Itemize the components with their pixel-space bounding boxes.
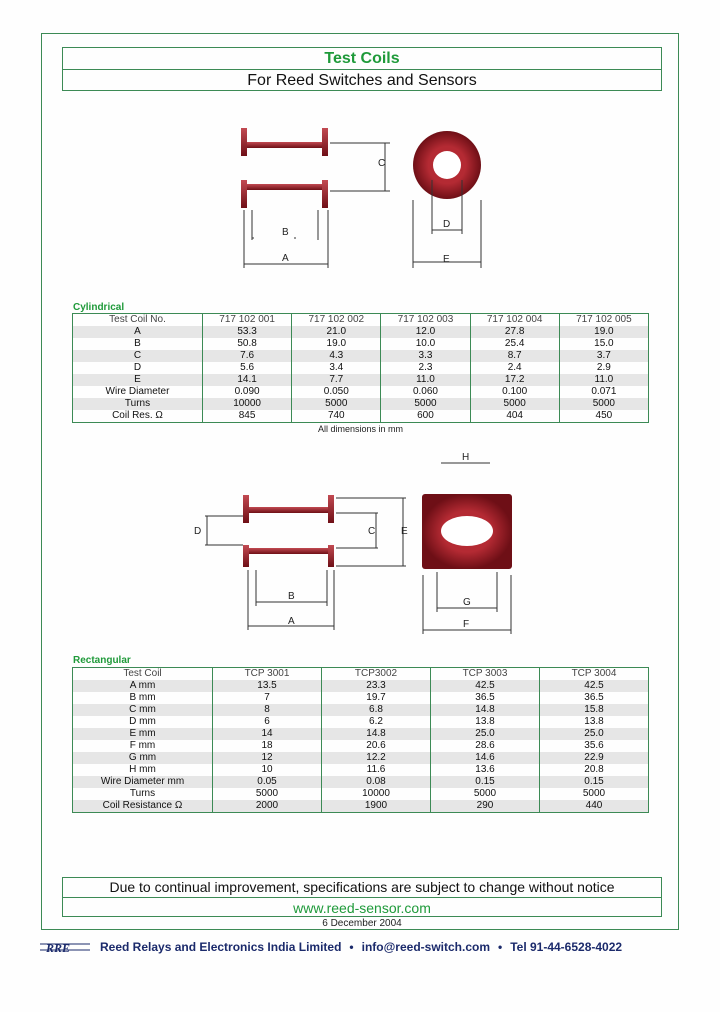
table-row (73, 788, 649, 800)
table-cell: 25.0 (431, 728, 540, 740)
table-cell: 12.2 (322, 752, 431, 764)
email-link[interactable]: info@reed-switch.com (361, 940, 490, 954)
table-cell: 14.6 (431, 752, 540, 764)
document-date: 6 December 2004 (322, 918, 402, 929)
dimensions-note: All dimensions in mm (317, 424, 404, 434)
table-cell: E (73, 374, 203, 386)
rect-dim-label-d: D (194, 526, 202, 537)
table-cell: 7.7 (292, 374, 381, 386)
table-cell: C (73, 350, 203, 362)
table-cell: 21.0 (292, 326, 381, 338)
table-cell: 17.2 (470, 374, 559, 386)
company-info-bar (40, 937, 680, 957)
table-cell: 13.8 (540, 716, 649, 728)
table-row (73, 728, 649, 740)
table-cell: 845 (203, 410, 292, 423)
table-cell: A (73, 326, 203, 338)
table-row (73, 692, 649, 704)
table-cell: 7 (213, 692, 322, 704)
logo-text: RRE (46, 941, 71, 954)
column-header: TCP 3003 (431, 668, 540, 681)
table-cell: H mm (129, 764, 156, 775)
page-subtitle: For Reed Switches and Sensors (247, 72, 477, 89)
table-cell: Coil Res. Ω (73, 410, 203, 423)
table-cell: 27.8 (470, 326, 559, 338)
rectangular-end-view (422, 463, 512, 634)
column-header: TCP 3001 (213, 668, 322, 681)
cylindrical-table (72, 313, 649, 423)
table-cell: 0.15 (540, 776, 649, 788)
table-cell: 290 (431, 800, 540, 813)
rect-dim-label-h: H (462, 452, 470, 463)
table-header-row (73, 668, 649, 681)
rectangular-label: Rectangular (73, 655, 131, 666)
cyl-dim-label-c: C (378, 158, 386, 169)
table-cell: 7.6 (203, 350, 292, 362)
table-cell: 25.4 (470, 338, 559, 350)
table-cell: 50.8 (203, 338, 292, 350)
table-cell: 740 (292, 410, 381, 423)
table-cell: 0.050 (292, 386, 381, 398)
table-cell: B mm (129, 692, 156, 703)
website-link[interactable]: www.reed-sensor.com (293, 900, 431, 916)
table-cell: E mm (73, 728, 213, 740)
column-header: 717 102 002 (292, 314, 381, 327)
cyl-dim-label-d: D (443, 219, 451, 230)
table-cell: 19.0 (292, 338, 381, 350)
table-row (73, 740, 649, 752)
table-cell: 8.7 (470, 350, 559, 362)
table-cell: 0.071 (559, 386, 648, 398)
rect-dim-label-g: G (463, 597, 471, 608)
table-row (73, 410, 649, 423)
separator: • (498, 940, 503, 954)
rectangular-table (72, 667, 649, 813)
table-cell: 14.8 (322, 728, 431, 740)
table-cell: 0.08 (322, 776, 431, 788)
table-cell: 0.090 (203, 386, 292, 398)
table-cell: 14 (213, 728, 322, 740)
page-title: Test Coils (63, 48, 661, 70)
table-cell: 36.5 (431, 692, 540, 704)
table-cell: 13.5 (213, 680, 322, 692)
table-cell: F mm (129, 740, 156, 751)
table-row (73, 764, 649, 776)
table-cell: 3.4 (292, 362, 381, 374)
table-cell: 11.0 (559, 374, 648, 386)
column-header: TCP 3004 (540, 668, 649, 681)
cyl-dim-label-a: A (282, 253, 289, 264)
table-row (73, 800, 649, 813)
table-cell: D (133, 362, 142, 373)
table-cell: 5.6 (203, 362, 292, 374)
table-cell: 14.8 (431, 704, 540, 716)
table-row (73, 716, 649, 728)
rect-dim-label-f: F (463, 619, 470, 630)
cyl-dim-label-e: E (443, 254, 450, 265)
table-cell: 0.100 (470, 386, 559, 398)
cylindrical-label: Cylindrical (73, 302, 125, 313)
table-cell: 1900 (322, 800, 431, 813)
rect-dim-label-e: E (401, 526, 408, 537)
table-cell: 15.8 (540, 704, 649, 716)
rect-dim-label-a: A (288, 616, 295, 627)
table-cell: 10000 (322, 788, 431, 800)
table-cell: A mm (73, 680, 213, 692)
table-cell: 6.8 (322, 704, 431, 716)
table-cell: 42.5 (431, 680, 540, 692)
table-cell: 12.0 (381, 326, 470, 338)
table-cell: 2000 (213, 800, 322, 813)
rect-dim-label-b: B (288, 591, 295, 602)
table-cell: 15.0 (559, 338, 648, 350)
table-cell: C mm (73, 704, 213, 716)
table-cell: 2.9 (559, 362, 648, 374)
column-header: Test Coil No. (73, 314, 203, 327)
table-cell: Turns (73, 398, 203, 410)
table-cell: 19.7 (322, 692, 431, 704)
table-cell: 11.0 (381, 374, 470, 386)
table-row (73, 386, 649, 398)
rectangular-side-view (205, 495, 406, 630)
table-cell: 53.3 (203, 326, 292, 338)
table-cell: Coil Resistance Ω (73, 800, 213, 813)
column-header: 717 102 005 (559, 314, 648, 327)
table-header-row (73, 314, 649, 327)
table-cell: 36.5 (540, 692, 649, 704)
table-cell: Wire Diameter mm (73, 776, 213, 788)
table-cell: 28.6 (431, 740, 540, 752)
notice-text: Due to continual improvement, specifications are subject to change without notice (63, 878, 661, 898)
table-cell: 3.7 (559, 350, 648, 362)
table-cell: 10 (213, 764, 322, 776)
table-cell: 5000 (431, 788, 540, 800)
column-header: 717 102 003 (381, 314, 470, 327)
column-header: 717 102 001 (203, 314, 292, 327)
rect-dim-label-c: C (368, 526, 376, 537)
table-row (73, 398, 649, 410)
table-cell: 25.0 (540, 728, 649, 740)
table-row (73, 374, 649, 386)
table-cell: 5000 (559, 398, 648, 410)
table-cell: 6.2 (322, 716, 431, 728)
table-cell: 6 (213, 716, 322, 728)
table-cell: 22.9 (540, 752, 649, 764)
table-cell: 10000 (203, 398, 292, 410)
table-row (73, 326, 649, 338)
table-cell: 20.6 (322, 740, 431, 752)
table-cell: Wire Diameter (105, 386, 170, 397)
table-cell: 5000 (540, 788, 649, 800)
table-cell: 20.8 (540, 764, 649, 776)
cylindrical-side-view (241, 128, 390, 268)
table-cell: 0.05 (213, 776, 322, 788)
table-cell: D mm (129, 716, 156, 727)
table-row (73, 350, 649, 362)
table-cell: 8 (213, 704, 322, 716)
table-cell: 19.0 (559, 326, 648, 338)
cylindrical-end-view (413, 131, 481, 268)
table-cell: B (134, 338, 141, 349)
table-cell: 4.3 (292, 350, 381, 362)
table-cell: Turns (129, 788, 156, 799)
phone-number: Tel 91-44-6528-4022 (510, 940, 623, 954)
column-header: TCP3002 (322, 668, 431, 681)
table-cell: 5000 (470, 398, 559, 410)
table-row (73, 704, 649, 716)
table-cell: 2.4 (470, 362, 559, 374)
company-name: Reed Relays and Electronics India Limited (100, 940, 342, 954)
table-cell: 450 (559, 410, 648, 423)
separator: • (349, 940, 354, 954)
table-cell: 14.1 (203, 374, 292, 386)
table-cell: 440 (540, 800, 649, 813)
table-cell: 13.8 (431, 716, 540, 728)
table-row (73, 338, 649, 350)
cyl-dim-label-b: B (282, 227, 289, 238)
footer-box (62, 877, 662, 917)
table-cell: 18 (213, 740, 322, 752)
table-cell: 5000 (381, 398, 470, 410)
rre-logo-icon (40, 940, 90, 954)
column-header: Test Coil (73, 668, 213, 681)
table-row (73, 776, 649, 788)
table-cell: 0.15 (431, 776, 540, 788)
table-cell: 5000 (213, 788, 322, 800)
table-cell: G mm (73, 752, 213, 764)
table-cell: 5000 (292, 398, 381, 410)
table-cell: 0.060 (381, 386, 470, 398)
table-cell: 42.5 (540, 680, 649, 692)
table-cell: 13.6 (431, 764, 540, 776)
table-cell: 600 (381, 410, 470, 423)
table-row (73, 362, 649, 374)
table-cell: 12 (213, 752, 322, 764)
table-cell: 10.0 (381, 338, 470, 350)
table-cell: 2.3 (381, 362, 470, 374)
table-row (73, 680, 649, 692)
table-row (73, 752, 649, 764)
table-cell: 11.6 (322, 764, 431, 776)
table-cell: 3.3 (381, 350, 470, 362)
table-cell: 35.6 (540, 740, 649, 752)
table-cell: 404 (470, 410, 559, 423)
column-header: 717 102 004 (470, 314, 559, 327)
table-cell: 23.3 (322, 680, 431, 692)
